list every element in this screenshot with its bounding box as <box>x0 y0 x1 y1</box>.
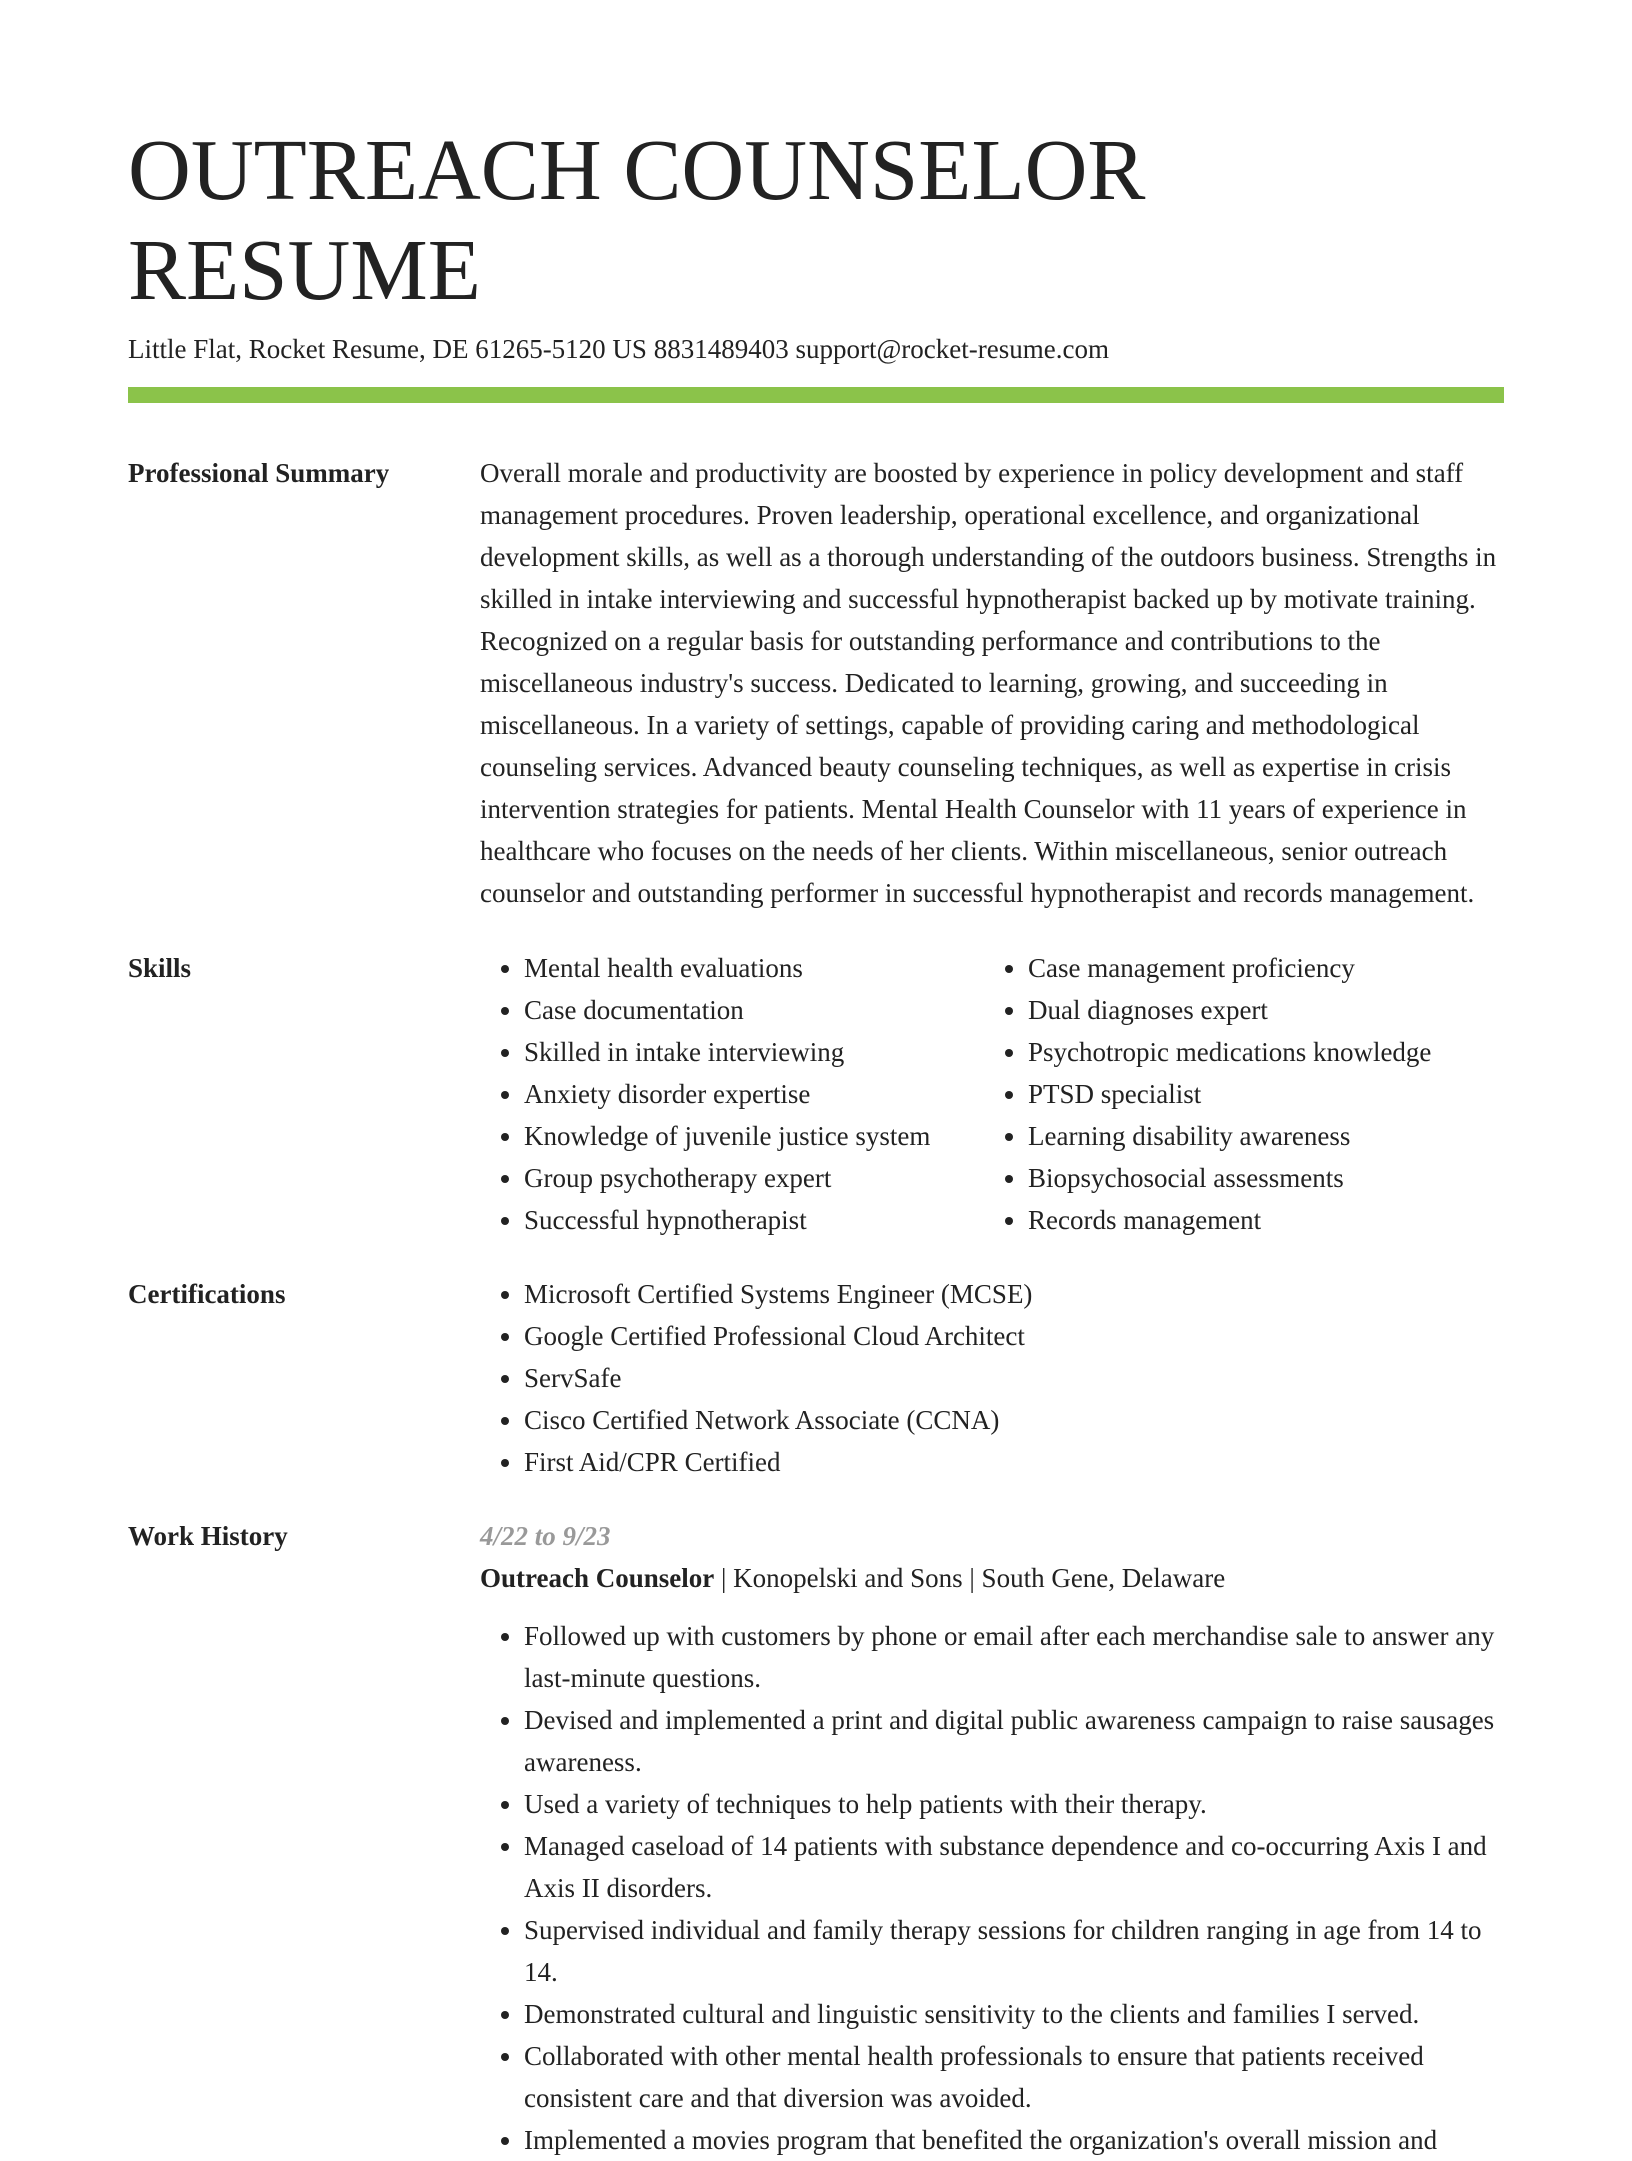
job-bullet: • Implemented a movies program that benefited the organization's overall mission and <box>524 2119 1504 2161</box>
job-bullet: • Supervised individual and family therapy sessions for children ranging in age from 14 to 14. <box>524 1909 1504 1993</box>
summary-section <box>128 452 1504 914</box>
job-bullet: • Collaborated with other mental health professionals to ensure that patients received consistent care and that diversion was avoided. <box>524 2035 1504 2119</box>
skills-list-left <box>480 947 984 1241</box>
certifications-list <box>480 1273 1504 1483</box>
resume-page <box>128 120 1504 2161</box>
section-heading: Certifications <box>128 1279 286 1309</box>
skill-item: • Knowledge of juvenile justice system <box>524 1115 984 1157</box>
skill-item: • Case management proficiency <box>1028 947 1508 989</box>
job-bullet: • Demonstrated cultural and linguistic sensitivity to the clients and families I served. <box>524 1993 1504 2035</box>
section-heading: Work History <box>128 1521 288 1551</box>
section-heading: Skills <box>128 953 192 983</box>
section-heading: Professional Summary <box>128 458 390 488</box>
summary-text: Overall morale and productivity are boosted by experience in policy development and staff management procedures. Proven leadership, operational excellence, and organizational development skills, as well as a thorough understanding of the outdoors business. Strengths in skilled in intake interviewing and successful hypnotherapist backed up by motivate training. Recognized on a regular basis for outstanding performance and contributions to the miscellaneous industry's success. Dedicated to learning, growing, and succeeding in miscellaneous. In a variety of settings, capable of providing caring and methodological counseling services. Advanced beauty counseling techniques, as well as expertise in crisis intervention strategies for patients. Mental Health Counselor with 11 years of experience in healthcare who focuses on the needs of her clients. Within miscellaneous, senior outreach counselor and outstanding performer in successful hypnotherapist and records management. <box>480 458 1497 908</box>
skills-section <box>128 947 1504 1241</box>
skill-item: • Psychotropic medications knowledge <box>1028 1031 1508 1073</box>
skill-item: • Mental health evaluations <box>524 947 984 989</box>
skill-item: • PTSD specialist <box>1028 1073 1508 1115</box>
work-history-section <box>128 1515 1504 2161</box>
certifications-section <box>128 1273 1504 1483</box>
resume-title: OUTREACH COUNSELOR RESUME <box>128 121 1146 318</box>
skill-item: • Group psychotherapy expert <box>524 1157 984 1199</box>
job-bullet: • Devised and implemented a print and digital public awareness campaign to raise sausages awareness. <box>524 1699 1504 1783</box>
certification-item: • ServSafe <box>524 1357 1504 1399</box>
job-bullet: • Followed up with customers by phone or email after each merchandise sale to answer any last-minute questions. <box>524 1615 1504 1699</box>
job-header <box>480 1557 1504 1599</box>
accent-divider <box>128 387 1504 403</box>
skills-list-right <box>984 947 1508 1241</box>
job-bullet: • Used a variety of techniques to help patients with their therapy. <box>524 1783 1504 1825</box>
skill-item: • Anxiety disorder expertise <box>524 1073 984 1115</box>
job-bullets <box>480 1615 1504 2161</box>
job-dates: 4/22 to 9/23 <box>480 1521 611 1551</box>
contact-info: Little Flat, Rocket Resume, DE 61265-5120 US 8831489403 support@rocket-resume.com <box>128 334 1109 364</box>
skill-item: • Skilled in intake interviewing <box>524 1031 984 1073</box>
skill-item: • Case documentation <box>524 989 984 1031</box>
skill-item: • Learning disability awareness <box>1028 1115 1508 1157</box>
job-bullet: • Managed caseload of 14 patients with substance dependence and co-occurring Axis I and Axis II disorders. <box>524 1825 1504 1909</box>
job-employer-location: | Konopelski and Sons | South Gene, Delaware <box>714 1563 1226 1593</box>
skill-item: • Successful hypnotherapist <box>524 1199 984 1241</box>
certification-item: • First Aid/CPR Certified <box>524 1441 1504 1483</box>
job-title: Outreach Counselor <box>480 1563 715 1593</box>
certification-item: • Microsoft Certified Systems Engineer (MCSE) <box>524 1273 1504 1315</box>
certification-item: • Google Certified Professional Cloud Architect <box>524 1315 1504 1357</box>
certification-item: • Cisco Certified Network Associate (CCNA) <box>524 1399 1504 1441</box>
skill-item: • Dual diagnoses expert <box>1028 989 1508 1031</box>
skill-item: • Biopsychosocial assessments <box>1028 1157 1508 1199</box>
skill-item: • Records management <box>1028 1199 1508 1241</box>
